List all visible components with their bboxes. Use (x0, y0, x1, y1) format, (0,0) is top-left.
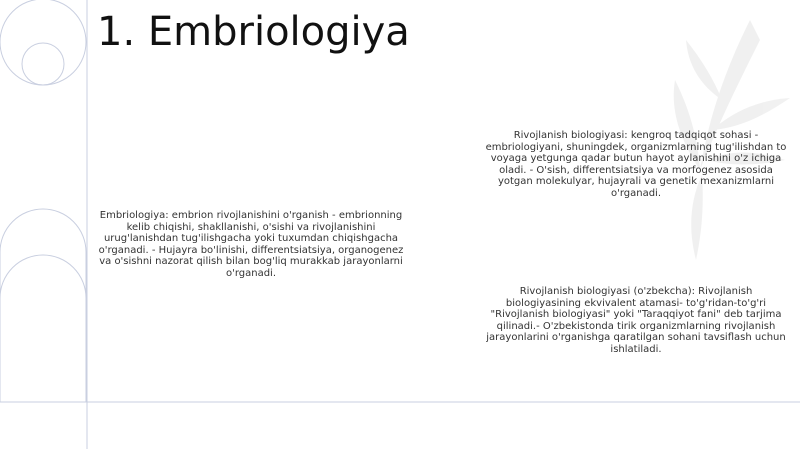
slide-title: 1. Embriologiya (97, 9, 410, 55)
arch-lower (0, 255, 86, 298)
text-block-embryology: Embriologiya: embrion rivojlanishini o'rganish - embrionning kelib chiqishi, shakllanishi, o'sishi va rivojlanishini urug'lanishdan tug'ilishgacha yoki tuxumdan chiqishgacha o'rganadi. - Hujayra bo'linishi, differentsiatsiya, organogenez va o'sishni nazorat qilish bilan bog'liq murakkab jarayonlarni o'rganadi. (98, 210, 404, 279)
inner-circle (22, 43, 64, 85)
text-block-developmental-biology: Rivojlanish biologiyasi: kengroq tadqiqot sohasi - embriologiyani, shuningdek, organizmlarning tug'ilishdan to voyaga yetgunga qadar butun hayot aylanishini o'z ichiga oladi. - O'sish, differentsiatsiya va morfogenez asosida yotgan molekulyar, hujayrali va genetik mexanizmlarni o'rganadi. (485, 130, 787, 199)
arch-upper (0, 209, 86, 252)
text-block-developmental-biology-uzbek: Rivojlanish biologiyasi (o'zbekcha): Rivojlanish biologiyasining ekvivalent atamasi- to'g'ridan-to'g'ri "Rivojlanish biologiyasi" yoki "Taraqqiyot fani" deb tarjima qilinadi.- O'zbekistonda tirik organizmlarning rivojlanish jarayonlarini o'rganishga qaratilgan sohani tavsiflash uchun ishlatiladi. (486, 286, 786, 355)
